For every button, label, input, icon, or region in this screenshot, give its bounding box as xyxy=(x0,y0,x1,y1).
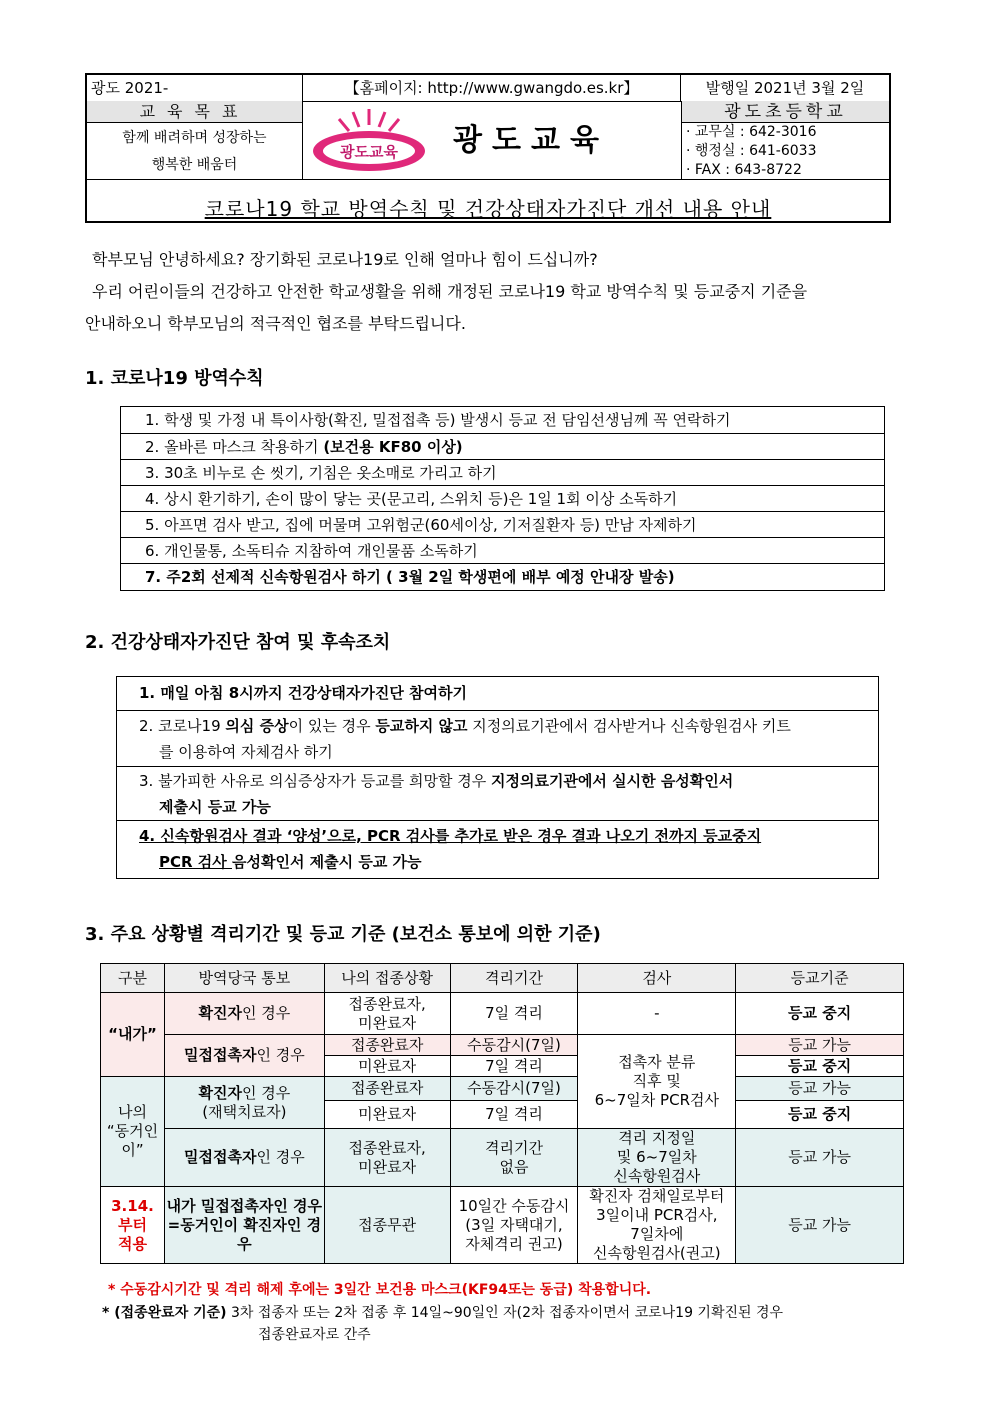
item2-suspect: 의심 증상 xyxy=(225,717,289,735)
iso-passive: 수동감시(7일) xyxy=(450,1077,578,1101)
item2-text-e: 지정의료기관에서 검사받거나 신속항원검사 키트 xyxy=(467,717,791,735)
test-cohab-2: 및 6~7일차 xyxy=(616,1148,697,1166)
col-header-test: 검사 xyxy=(578,964,736,993)
test-contact-2: 직후 및 xyxy=(632,1072,681,1090)
vacc-not: 미완료자 xyxy=(324,1101,450,1129)
intro-line-1: 학부모님 안녕하세요? 장기화된 코로나19로 인해 얼마나 힘이 드십니까? xyxy=(92,250,598,269)
section2-title: 2. 건강상태자가진단 참여 및 후속조치 xyxy=(85,632,391,653)
test-cohab-1: 격리 지정일 xyxy=(618,1129,696,1147)
section3-title: 3. 주요 상황별 격리기간 및 등교 기준 (보건소 통보에 의한 기준) xyxy=(85,924,601,945)
test-cell: - xyxy=(578,993,736,1035)
test-contact-1: 접촉자 분류 xyxy=(618,1053,696,1071)
group-new-rule xyxy=(101,1187,165,1264)
note-vaccinated-rest: 3차 접종자 또는 2차 접종 후 14일~90일인 자(2차 접종자이면서 코로나19 기확진된 경우 xyxy=(226,1305,784,1321)
newsletter-header xyxy=(85,73,891,223)
close-rest: 인 경우 xyxy=(256,1046,305,1064)
rule-2-bold: (보건용 KF80 이상) xyxy=(323,438,463,456)
test-contact-3: 6~7일차 PCR검사 xyxy=(594,1091,719,1109)
notice-confirmed xyxy=(164,993,324,1035)
vacc-any: 접종무관 xyxy=(324,1187,450,1264)
iso-none-2: 없음 xyxy=(499,1157,529,1176)
selfcheck-box xyxy=(116,676,879,879)
new-case-1: 내가 밀접접촉자인 경우 xyxy=(166,1196,323,1215)
rule-5: 5. 아프면 검사 받고, 집에 머물며 고위험군(60세이상, 기저질환자 등) 만남 자제하기 xyxy=(121,512,884,538)
test-new-1: 확진자 검채일로부터 xyxy=(589,1187,725,1205)
rule-6: 6. 개인물통, 소독티슈 지참하여 개인물품 소독하기 xyxy=(121,538,884,564)
issue-date: 발행일 2021년 3월 2일 xyxy=(705,79,865,97)
item4-pcr: PCR 검사 xyxy=(159,853,232,871)
table-row xyxy=(101,993,904,1035)
cohab-line-3: 이” xyxy=(121,1141,144,1159)
contact-office: · 교무실 : 642-3016 xyxy=(686,124,817,140)
header-top-row xyxy=(87,75,889,102)
col-header-vaccination: 나의 접종상황 xyxy=(324,964,450,993)
item3-text-a: 3. 불가피한 사유로 의심증상자가 등교를 희망할 경우 xyxy=(139,772,491,790)
rule-4: 4. 상시 환기하기, 손이 많이 닿는 곳(문고리, 스위치 등)은 1일 1회 이상 소독하기 xyxy=(121,486,884,512)
school-logo-icon xyxy=(309,107,429,177)
table-row xyxy=(101,1035,904,1056)
confirmed-bold: 확진자 xyxy=(198,1083,242,1102)
item2-no-attend: 등교하지 않고 xyxy=(375,717,468,735)
item2-text-a: 2. 코로나19 xyxy=(139,717,226,735)
vacc-cell xyxy=(324,1129,450,1187)
close-bold: 밀접접촉자 xyxy=(184,1148,257,1166)
vacc-not: 미완료자 xyxy=(324,1056,450,1077)
vacc-line-2: 미완료자 xyxy=(358,1157,417,1176)
close-rest: 인 경우 xyxy=(256,1148,305,1166)
test-new xyxy=(578,1187,736,1264)
goal-line-1: 함께 배려하며 성장하는 xyxy=(122,130,267,146)
new-rule-2: 부터 xyxy=(117,1215,147,1234)
attend-allow: 등교 가능 xyxy=(736,1187,904,1264)
test-cohab xyxy=(578,1129,736,1187)
new-rule-3: 적용 xyxy=(117,1234,147,1253)
attend-allow: 등교 가능 xyxy=(736,1129,904,1187)
iso-10-3: 자체격리 권고) xyxy=(465,1234,563,1253)
rule-1: 1. 학생 및 가정 내 특이사항(확진, 밀접접촉 등) 발생시 등교 전 담임선생님께 꼭 연락하기 xyxy=(121,407,884,434)
attend-stop: 등교 중지 xyxy=(736,1101,904,1129)
selfcheck-item-1: 1. 매일 아침 8시까지 건강상태자가진단 참여하기 xyxy=(117,677,878,711)
school-name: 광도초등학교 xyxy=(681,101,889,123)
iso-none xyxy=(450,1129,578,1187)
logo-area xyxy=(303,101,681,179)
iso-10-2: (3일 자택대기, xyxy=(465,1215,563,1234)
table-header-row xyxy=(101,964,904,993)
iso-passive: 수동감시(7일) xyxy=(450,1035,578,1056)
vacc-done: 접종완료자 xyxy=(324,1077,450,1101)
table-row xyxy=(101,1077,904,1101)
note-mask: * 수동감시기간 및 격리 해제 후에는 3일간 보건용 마스크(KF94또는 동급) 착용합니다. xyxy=(108,1282,652,1298)
new-case-2: =동거인이 확진자인 경우 xyxy=(167,1215,322,1253)
vacc-line-1: 접종완료자, xyxy=(348,994,426,1013)
test-contact xyxy=(578,1035,736,1129)
confirmed-rest: 인 경우 xyxy=(241,1004,291,1022)
home-treatment: (재택치료자) xyxy=(202,1102,287,1121)
vacc-line-1: 접종완료자, xyxy=(348,1138,426,1157)
iso-10 xyxy=(450,1187,578,1264)
note-vaccinated xyxy=(102,1302,783,1322)
section1-title: 1. 코로나19 방역수칙 xyxy=(85,368,264,389)
col-header-attendance: 등교기준 xyxy=(736,964,904,993)
notice-cohab-confirmed xyxy=(164,1077,324,1129)
attend-allow: 등교 가능 xyxy=(736,1077,904,1101)
homepage-link[interactable]: 【홈페이지: http://www.gwangdo.es.kr】 xyxy=(303,75,681,101)
rule-2 xyxy=(121,434,884,460)
col-header-group: 구분 xyxy=(101,964,165,993)
notice-close-contact xyxy=(164,1035,324,1077)
contact-fax: · FAX : 643-8722 xyxy=(686,162,802,178)
note-vaccinated-cont: 접종완료자로 간주 xyxy=(258,1327,371,1343)
item2-text-c: 이 있는 경우 xyxy=(288,717,376,735)
document-title: 코로나19 학교 방역수칙 및 건강상태자가진단 개선 내용 안내 xyxy=(204,197,772,221)
test-cohab-3: 신속항원검사 xyxy=(613,1167,701,1185)
new-rule-1: 3.14. xyxy=(111,1196,154,1215)
cohab-line-2: “동거인 xyxy=(106,1122,159,1140)
table-row xyxy=(101,1187,904,1264)
attend-stop: 등교 중지 xyxy=(736,993,904,1035)
iso-cell: 7일 격리 xyxy=(450,993,578,1035)
iso-7: 7일 격리 xyxy=(450,1056,578,1077)
selfcheck-item-2 xyxy=(117,711,878,767)
intro-line-2: 우리 어린이들의 건강하고 안전한 학교생활을 위해 개정된 코로나19 학교 방역수칙 및 등교중지 기준을 xyxy=(92,282,808,301)
selfcheck-item-4 xyxy=(117,821,878,878)
isolation-table xyxy=(100,963,904,1264)
education-goal-text xyxy=(87,123,303,179)
issue-number: 광도 2021- xyxy=(87,75,303,101)
attend-allow: 등교 가능 xyxy=(736,1035,904,1056)
publication-name: 광도교육 xyxy=(453,123,609,158)
col-header-isolation: 격리기간 xyxy=(450,964,578,993)
intro-line-3: 안내하오니 학부모님의 적극적인 협조를 부탁드립니다. xyxy=(85,314,466,333)
confirmed-rest: 인 경우 xyxy=(241,1083,291,1102)
logo-text: 광도교육 xyxy=(340,143,398,161)
rule-7: 7. 주2회 선제적 신속항원검사 하기 ( 3월 2일 학생편에 배부 예정 안내장 발송) xyxy=(145,568,675,586)
item3-bold: 지정의료기관에서 실시한 음성확인서 xyxy=(490,772,734,790)
goal-line-2: 행복한 배움터 xyxy=(151,157,238,173)
note-vaccinated-bold: * (접종완료자 기준) xyxy=(102,1305,227,1321)
test-new-4: 신속항원검사(권고) xyxy=(592,1244,721,1262)
cohab-line-1: 나의 xyxy=(117,1103,147,1121)
close-bold: 밀접접촉자 xyxy=(184,1046,257,1064)
vacc-line-2: 미완료자 xyxy=(358,1013,417,1032)
col-header-notice: 방역당국 통보 xyxy=(164,964,324,993)
test-new-3: 7일차에 xyxy=(630,1225,684,1243)
iso-10-1: 10일간 수동감시 xyxy=(458,1196,570,1215)
school-contacts xyxy=(681,123,889,179)
table-row xyxy=(101,1129,904,1187)
group-cohabitant xyxy=(101,1077,165,1187)
iso-none-1: 격리기간 xyxy=(485,1138,543,1157)
confirmed-bold: 확진자 xyxy=(198,1004,242,1022)
item3-text-c: 제출시 등교 가능 xyxy=(159,798,271,816)
notice-cohab-close xyxy=(164,1129,324,1187)
education-goal-heading: 교육목표 xyxy=(87,101,303,123)
contact-admin: · 행정실 : 641-6033 xyxy=(686,143,817,159)
item4-text-c: 음성확인서 제출시 등교 가능 xyxy=(231,853,422,871)
item2-text-f: 를 이용하여 자체검사 하기 xyxy=(159,743,333,761)
test-new-2: 3일이내 PCR검사, xyxy=(596,1206,718,1224)
notice-new-case xyxy=(164,1187,324,1264)
iso-7: 7일 격리 xyxy=(450,1101,578,1129)
rules-box xyxy=(120,406,885,591)
selfcheck-item-3 xyxy=(117,767,878,821)
group-me: “내가” xyxy=(101,993,165,1077)
rule-3: 3. 30초 비누로 손 씻기, 기침은 옷소매로 가리고 하기 xyxy=(121,460,884,486)
attend-stop: 등교 중지 xyxy=(736,1056,904,1077)
rule-2-text: 2. 올바른 마스크 착용하기 xyxy=(145,438,319,456)
vacc-done: 접종완료자 xyxy=(324,1035,450,1056)
item4-text-a: 4. 신속항원검사 결과 ‘양성’으로, PCR 검사를 추가로 받은 경우 결과 나오기 전까지 등교중지 xyxy=(139,827,762,845)
vacc-cell xyxy=(324,993,450,1035)
header-divider xyxy=(87,179,889,180)
